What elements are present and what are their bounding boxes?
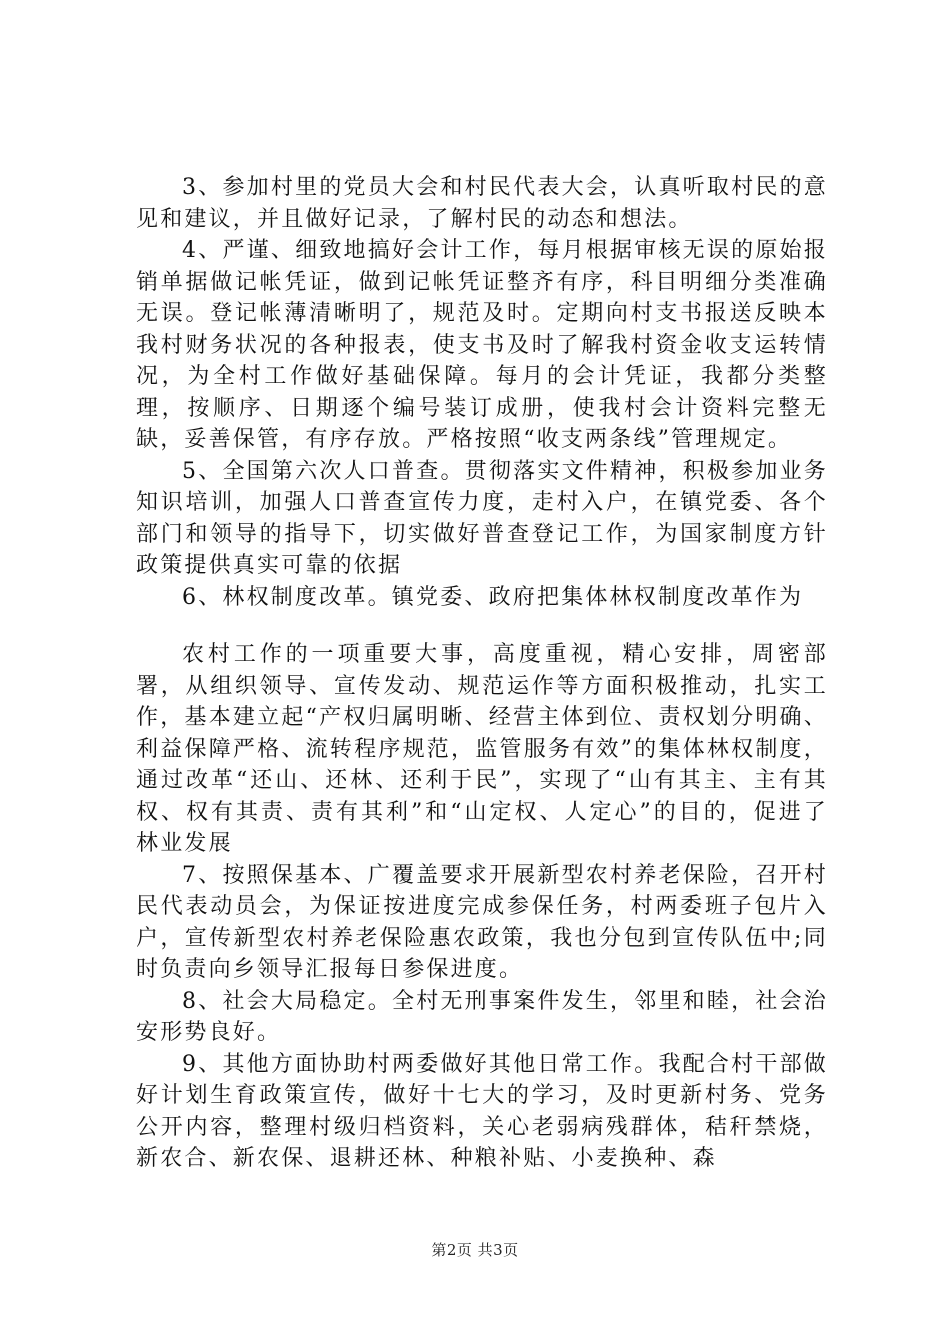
text-break-gap	[136, 613, 828, 639]
paragraph-item-6-start: 6、林权制度改革。镇党委、政府把集体林权制度改革作为	[182, 584, 804, 610]
paragraph-item-5: 5、全国第六次人口普查。贯彻落实文件精神，积极参加业务知识培训，加强人口普查宣传力度，走村入户，在镇党委、各个部门和领导的指导下，切实做好普查登记工作，为国家制度方针政策提供真实可靠的依据	[136, 458, 828, 578]
paragraph-item-7: 7、按照保基本、广覆盖要求开展新型农村养老保险，召开村民代表动员会，为保证按进度完成参保任务，村两委班子包片入户，宣传新型农村养老保险惠农政策，我也分包到宣传队伍中;同时负责向乡领导汇报每日参保进度。	[136, 862, 828, 982]
paragraph-item-9: 9、其他方面协助村两委做好其他日常工作。我配合村干部做好计划生育政策宣传，做好十七大的学习，及时更新村务、党务公开内容，整理村级归档资料，关心老弱病残群体，秸秆禁烧，新农合、新农保、退耕还林、种粮补贴、小麦换种、森	[136, 1051, 828, 1171]
paragraph-item-8: 8、社会大局稳定。全村无刑事案件发生，邻里和睦，社会治安形势良好。	[136, 988, 828, 1045]
document-body	[136, 172, 828, 1175]
paragraph-item-3: 3、参加村里的党员大会和村民代表大会，认真听取村民的意见和建议，并且做好记录，了解村民的动态和想法。	[136, 175, 828, 232]
page-number-footer: 第2页 共3页	[431, 1241, 519, 1259]
paragraph-item-6-continued: 农村工作的一项重要大事，高度重视，精心安排，周密部署，从组织领导、宣传发动、规范运作等方面积极推动，扎实工作，基本建立起“产权归属明晰、经营主体到位、责权划分明确、利益保障严格、流转程序规范，监管服务有效”的集体林权制度，通过改革“还山、还林、还利于民”，实现了“山有其主、主有其权、权有其责、责有其利”和“山定权、人定心”的目的，促进了林业发展	[136, 642, 828, 856]
paragraph-item-4: 4、严谨、细致地搞好会计工作，每月根据审核无误的原始报销单据做记帐凭证，做到记帐凭证整齐有序，科目明细分类准确无误。登记帐薄清晰明了，规范及时。定期向村支书报送反映本我村财务状况的各种报表，使支书及时了解我村资金收支运转情况，为全村工作做好基础保障。每月的会计凭证，我都分类整理，按顺序、日期逐个编号装订成册，使我村会计资料完整无缺，妥善保管，有序存放。严格按照“收支两条线”管理规定。	[136, 238, 828, 452]
